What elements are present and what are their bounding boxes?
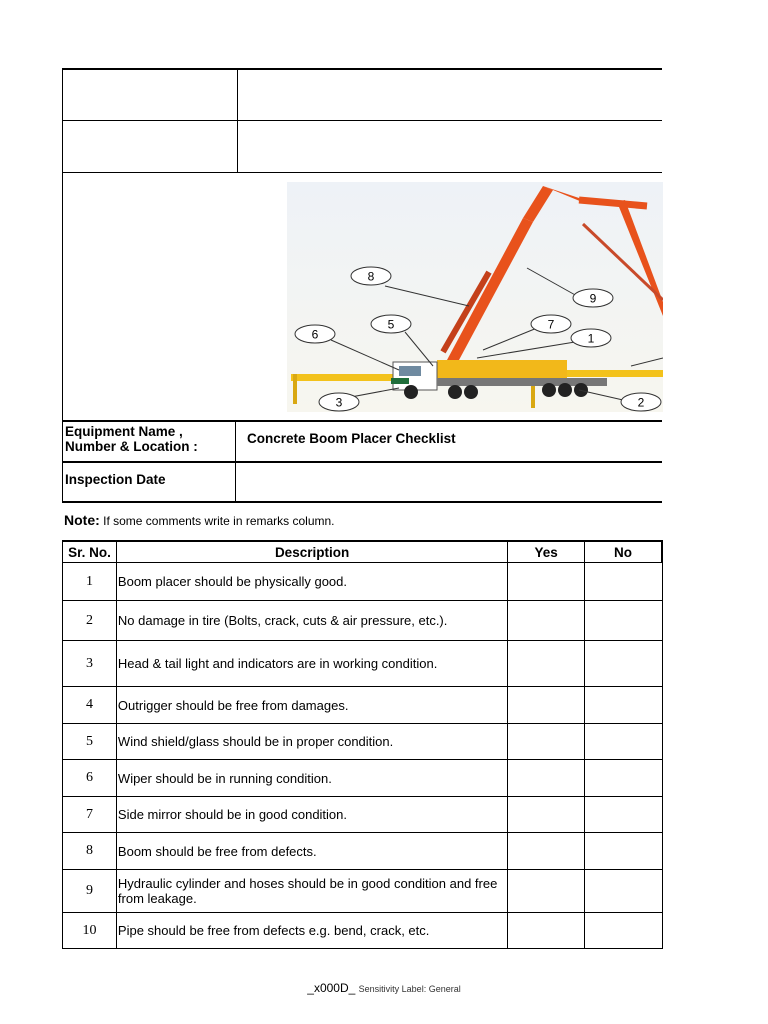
table-row	[63, 601, 663, 641]
inspection-row-bottom	[62, 501, 662, 503]
callout-7	[531, 315, 571, 333]
row-number: 6	[63, 760, 117, 797]
footer	[0, 981, 768, 995]
yes-cell[interactable]	[508, 687, 585, 724]
table-row	[63, 563, 663, 601]
row-description: Boom should be free from defects.	[116, 833, 507, 870]
table-header-row	[63, 541, 663, 563]
yes-cell[interactable]	[508, 833, 585, 870]
row-number: 1	[63, 563, 117, 601]
no-cell[interactable]	[585, 687, 662, 724]
inspection-date-label: Inspection Date	[62, 462, 236, 502]
callout-1	[571, 329, 611, 347]
table-row	[63, 760, 663, 797]
callout-9	[573, 289, 613, 307]
svg-text:9: 9	[589, 291, 597, 306]
row-number: 7	[63, 797, 117, 833]
callout-8	[351, 267, 391, 285]
no-cell[interactable]	[585, 870, 662, 913]
no-cell[interactable]	[585, 641, 662, 687]
header-label-cell	[63, 120, 238, 172]
svg-text:7: 7	[547, 317, 555, 332]
checklist-table	[62, 540, 663, 949]
row-number: 3	[63, 641, 117, 687]
equipment-value: Concrete Boom Placer Checklist	[247, 431, 456, 446]
svg-text:3: 3	[335, 395, 343, 410]
sensitivity-label: Sensitivity Label: General	[358, 984, 461, 994]
no-cell[interactable]	[585, 760, 662, 797]
yes-cell[interactable]	[508, 601, 585, 641]
equipment-label: Equipment Name , Number & Location :	[62, 422, 236, 462]
table-row	[63, 724, 663, 760]
callout-2	[621, 393, 661, 411]
svg-text:2: 2	[637, 395, 645, 410]
table-row	[63, 797, 663, 833]
row-number: 8	[63, 833, 117, 870]
row-description: Side mirror should be in good condition.	[116, 797, 507, 833]
col-yes: Yes	[508, 541, 585, 563]
no-cell[interactable]	[585, 913, 662, 949]
svg-text:5: 5	[387, 317, 395, 332]
callout-5	[371, 315, 411, 333]
header-row-1	[63, 68, 663, 120]
row-description: No damage in tire (Bolts, crack, cuts & air pressure, etc.).	[116, 601, 507, 641]
yes-cell[interactable]	[508, 563, 585, 601]
equipment-photo-area	[62, 172, 663, 420]
row-description: Outrigger should be free from damages.	[116, 687, 507, 724]
no-cell[interactable]	[585, 833, 662, 870]
row-number: 2	[63, 601, 117, 641]
row-description: Boom placer should be physically good.	[116, 563, 507, 601]
note-label: Note:	[64, 512, 100, 528]
no-cell[interactable]	[585, 724, 662, 760]
yes-cell[interactable]	[508, 913, 585, 949]
header-logo-cell	[63, 68, 238, 120]
header-row-2	[63, 120, 663, 172]
svg-text:6: 6	[311, 327, 319, 342]
table-row	[63, 641, 663, 687]
col-description: Description	[116, 541, 507, 563]
row-number: 10	[63, 913, 117, 949]
yes-cell[interactable]	[508, 870, 585, 913]
row-description: Pipe should be free from defects e.g. bend, crack, etc.	[116, 913, 507, 949]
row-number: 5	[63, 724, 117, 760]
table-row	[63, 687, 663, 724]
svg-text:8: 8	[367, 269, 375, 284]
row-description: Wiper should be in running condition.	[116, 760, 507, 797]
no-cell[interactable]	[585, 563, 662, 601]
row-description: Wind shield/glass should be in proper condition.	[116, 724, 507, 760]
callout-3	[319, 393, 359, 411]
yes-cell[interactable]	[508, 641, 585, 687]
row-number: 4	[63, 687, 117, 724]
boom-placer-diagram	[287, 182, 663, 412]
col-sr-no: Sr. No.	[63, 541, 117, 563]
row-description: Hydraulic cylinder and hoses should be in good condition and free from leakage.	[116, 870, 507, 913]
row-description: Head & tail light and indicators are in working condition.	[116, 641, 507, 687]
header-divider	[62, 120, 662, 121]
note-line	[64, 512, 335, 528]
yes-cell[interactable]	[508, 760, 585, 797]
table-row	[63, 913, 663, 949]
table-row	[63, 833, 663, 870]
footer-code: _x000D_	[307, 981, 356, 995]
yes-cell[interactable]	[508, 797, 585, 833]
table-row	[63, 870, 663, 913]
row-number: 9	[63, 870, 117, 913]
callout-6	[295, 325, 335, 343]
note-text: If some comments write in remarks column.	[99, 514, 335, 528]
no-cell[interactable]	[585, 601, 662, 641]
svg-text:1: 1	[587, 331, 595, 346]
yes-cell[interactable]	[508, 724, 585, 760]
col-no: No	[585, 541, 662, 563]
no-cell[interactable]	[585, 797, 662, 833]
